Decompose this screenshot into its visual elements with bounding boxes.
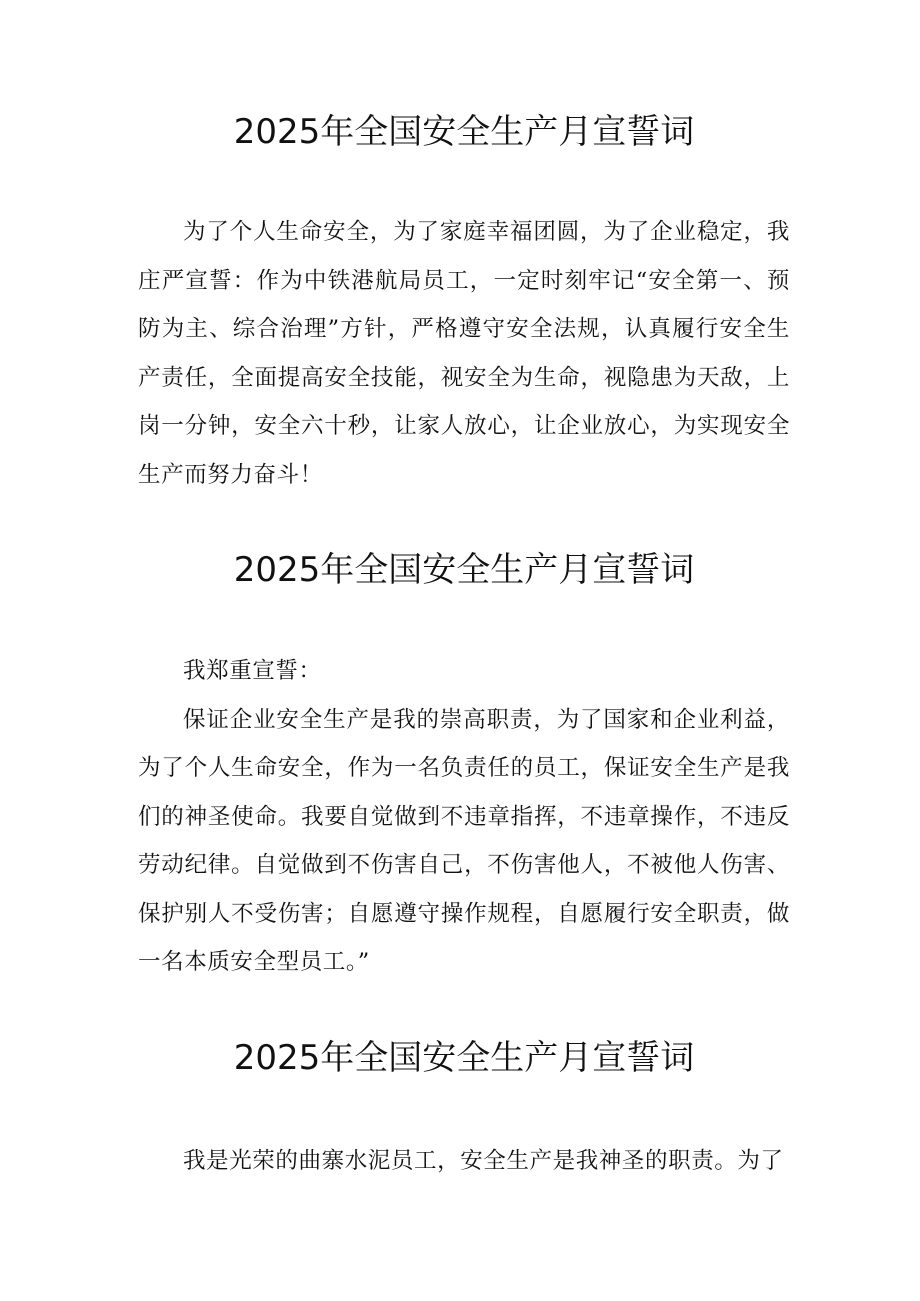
oath-section-2 [138, 547, 790, 987]
section-title: 2025年全国安全生产月宣誓词 [233, 112, 695, 152]
oath-section-3 [138, 1035, 790, 1186]
oath-opening-line: 我郑重宣誓： [183, 658, 322, 684]
section-title: 2025年全国安全生产月宣誓词 [233, 1038, 695, 1078]
oath-section-1 [138, 109, 790, 499]
oath-paragraph: 我是光荣的曲寨水泥员工，安全生产是我神圣的职责。为了 [183, 1148, 784, 1174]
section-title: 2025年全国安全生产月宣誓词 [233, 550, 695, 590]
oath-paragraph: 为了个人生命安全，为了家庭幸福团圆，为了企业稳定，我庄严宣誓：作为中铁港航局员工，一定时刻牢记“安全第一、预防为主、综合治理”方针，严格遵守安全法规，认真履行安全生产责任，全面提高安全技能，视安全为生命，视隐患为天敌，上岗一分钟，安全六十秒，让家人放心，让企业放心，为实现安全生产而努力奋斗！ [138, 219, 790, 488]
oath-paragraph: 保证企业安全生产是我的崇高职责，为了国家和企业利益，为了个人生命安全，作为一名负责任的员工，保证安全生产是我们的神圣使命。我要自觉做到不违章指挥，不违章操作，不违反劳动纪律。自觉做到不伤害自己，不伤害他人，不被他人伤害、保护别人不受伤害；自愿遵守操作规程，自愿履行安全职责，做一名本质安全型员工。” [138, 706, 790, 975]
